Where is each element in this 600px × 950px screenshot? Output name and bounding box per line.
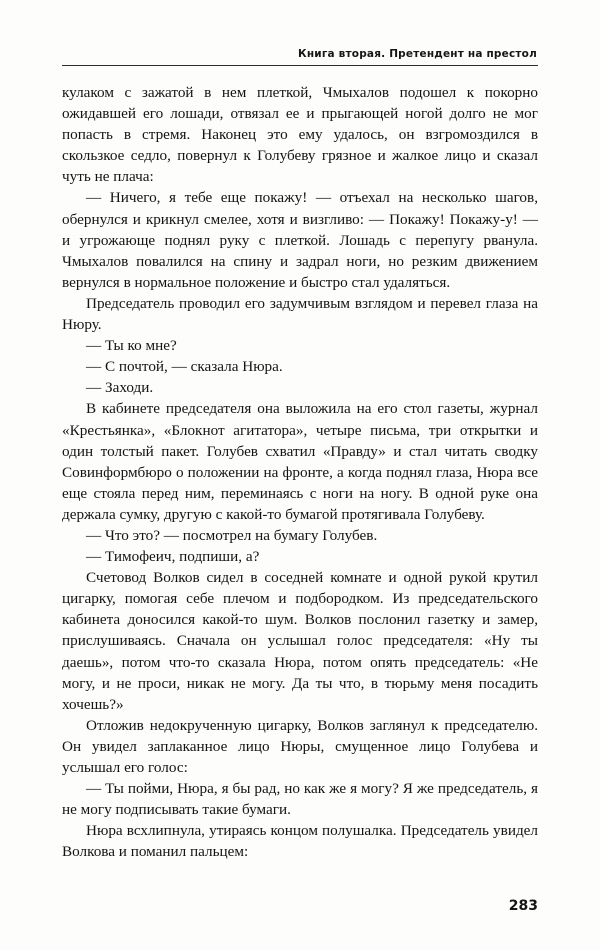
paragraph: — Что это? — посмотрел на бумагу Голубев.: [86, 526, 378, 544]
page-body: [62, 82, 538, 862]
paragraph: — Ты ко мне?: [86, 337, 177, 355]
paragraph: — Заходи.: [86, 379, 154, 397]
paragraph: Нюра всхлипнула, утираясь концом полушалка. Председатель увидел Волкова и поманил пальцем:: [62, 822, 538, 861]
paragraph: — Ничего, я тебе еще покажу! — отъехал на несколько шагов, обернулся и крикнул смелее, хотя и визгливо: — Покажу! Покажу-у! — и угрожающе поднял руку с плеткой. Лошадь с перепугу рванула. Чмыхалов повалился на спину и задрал ноги, но резким движением вернулся в нормальное положение и быстро стал удаляться.: [62, 189, 538, 291]
paragraph: кулаком с зажатой в нем плеткой, Чмыхалов подошел к покорно ожидавшей его лошади, отвязал ее и прыгающей ногой долго не мог попасть в стремя. Наконец это ему удалось, он взгромоздился в скользкое седло, повернул к Голубеву грязное и жалкое лицо и сказал чуть не плача:: [62, 84, 538, 186]
header-rule: [62, 65, 538, 66]
paragraph: — С почтой, — сказала Нюра.: [86, 358, 283, 376]
page-number: 283: [508, 898, 538, 914]
paragraph: Отложив недокрученную цигарку, Волков заглянул к председателю. Он увидел заплаканное лицо Нюры, смущенное лицо Голубева и услышал его голос:: [62, 716, 538, 776]
running-head: Книга вторая. Претендент на престол: [298, 48, 537, 60]
paragraph: Председатель проводил его задумчивым взглядом и перевел глаза на Нюру.: [62, 294, 538, 334]
paragraph: Счетовод Волков сидел в соседней комнате и одной рукой крутил цигарку, помогая себе плечом и подбородком. Из председательского кабинета доносился какой-то шум. Волков послонил газетку и замер, прислушиваясь. Сначала он услышал голос председателя: «Ну ты даешь», потом что-то сказала Нюра, потом опять председатель: «Не могу, и не проси, никак не могу. Да ты что, в тюрьму меня посадить хочешь?»: [62, 569, 538, 713]
paragraph: — Ты пойми, Нюра, я бы рад, но как же я могу? Я же председатель, я не могу подписывать такие бумаги.: [62, 780, 538, 819]
paragraph: В кабинете председателя она выложила на его стол газеты, журнал «Крестьянка», «Блокнот агитатора», четыре письма, три открытки и один толстый пакет. Голубев схватил «Правду» и стал читать сводку Совинформбюро о положении на фронте, а когда поднял глаза, Нюра все еще стояла перед ним, переминаясь с ноги на ногу. В одной руке она держала сумку, другую с какой-то бумагой протягивала Голубеву.: [62, 400, 538, 523]
paragraph: — Тимофеич, подпиши, а?: [86, 548, 260, 566]
